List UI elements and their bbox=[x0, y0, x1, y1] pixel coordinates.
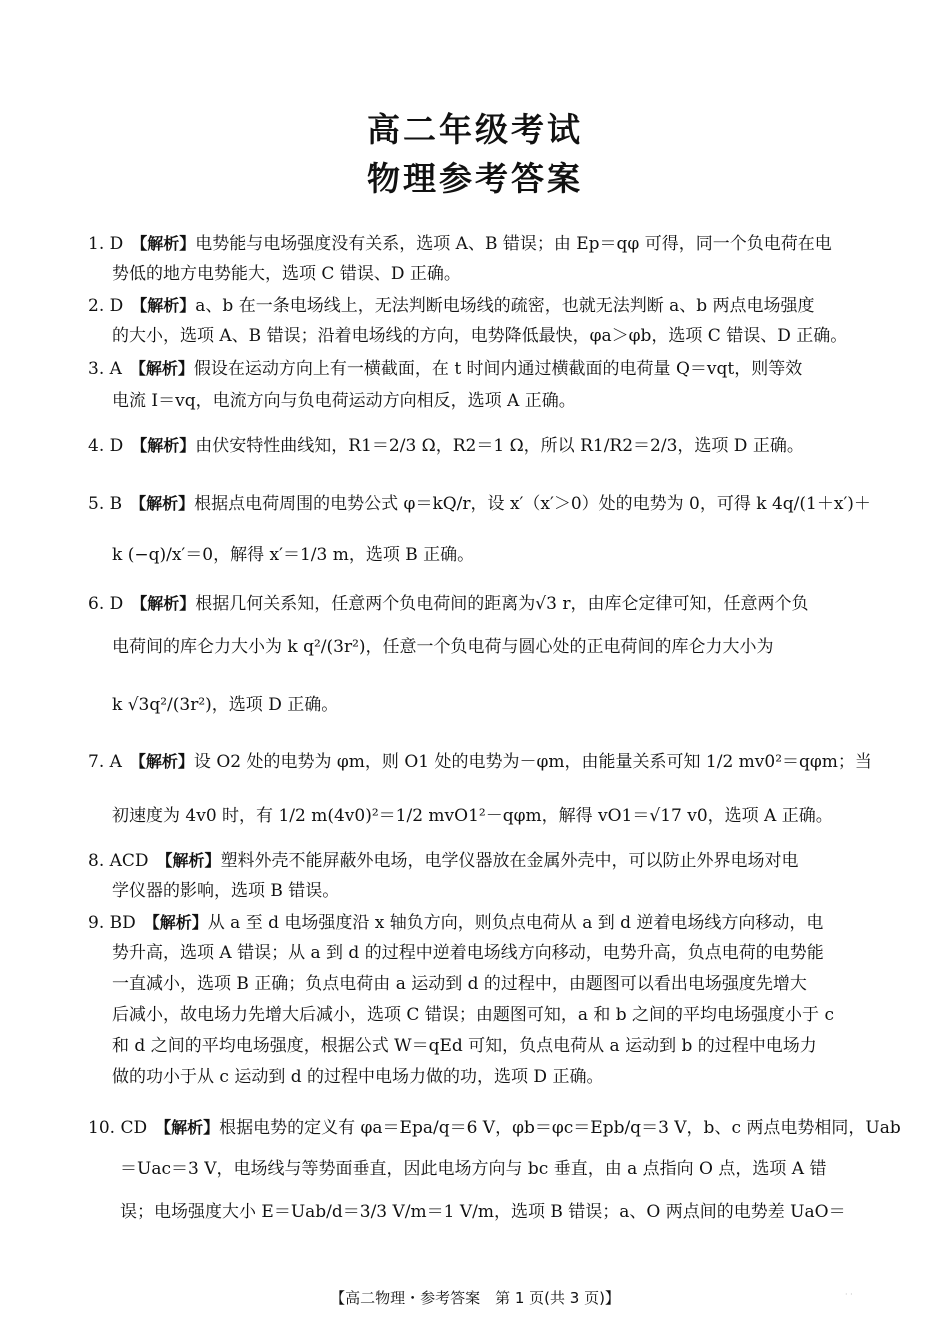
answer-text-line: k (−q)/x′＝0，解得 x′＝1/3 m，选项 B 正确。 bbox=[112, 545, 475, 565]
analysis-tag: 【解析】 bbox=[129, 359, 194, 378]
answer-text-line: 学仪器的影响，选项 B 错误。 bbox=[112, 881, 340, 901]
answer-number: 6. D bbox=[88, 594, 124, 614]
page-footer: 【高二物理・参考答案 第 1 页(共 3 页)】 bbox=[330, 1289, 620, 1307]
answer-text-line: ＝Uac＝3 V，电场线与等势面垂直，因此电场方向与 bc 垂直，由 a 点指向 O 点，选项 A 错 bbox=[120, 1159, 827, 1179]
answer-text-line: 从 a 至 d 电场强度沿 x 轴负方向，则负点电荷从 a 到 d 逆着电场线方向移动，电 bbox=[207, 913, 824, 933]
page-subtitle: 物理参考答案 bbox=[367, 159, 583, 198]
answer-text-line: 根据点电荷周围的电势公式 φ＝kQ/r，设 x′（x′＞0）处的电势为 0，可得 k 4q/(1＋x′)＋ bbox=[194, 494, 871, 514]
answer-text-line: 设 O2 处的电势为 φm，则 O1 处的电势为－φm，由能量关系可知 1/2 mv0²＝qφm；当 bbox=[193, 752, 872, 772]
answer-text-line: 根据几何关系知，任意两个负电荷间的距离为√3 r，由库仑定律可知，任意两个负 bbox=[195, 594, 809, 614]
answer-number: 4. D bbox=[88, 436, 124, 456]
answer-number: 8. ACD bbox=[88, 851, 149, 871]
answer-number: 2. D bbox=[88, 296, 124, 316]
answer-text-line: 由伏安特性曲线知，R1＝2/3 Ω，R2＝1 Ω，所以 R1/R2＝2/3，选项 D 正确。 bbox=[195, 436, 804, 456]
analysis-tag: 【解析】 bbox=[155, 1118, 220, 1137]
answer-text-line: 电势能与电场强度没有关系，选项 A、B 错误；由 Ep＝qφ 可得，同一个负电荷在电 bbox=[195, 234, 832, 254]
answer-text-line: 根据电势的定义有 φa＝Epa/q＝6 V，φb＝φc＝Epb/q＝3 V，b、c 两点电势相同，Uab bbox=[219, 1118, 901, 1138]
answer-text-line: 势升高，选项 A 错误；从 a 到 d 的过程中逆着电场线方向移动，电势升高，负点电荷的电势能 bbox=[112, 943, 824, 963]
page-title: 高二年级考试 bbox=[367, 110, 583, 149]
answer-number: 9. BD bbox=[88, 913, 136, 933]
analysis-tag: 【解析】 bbox=[131, 296, 196, 315]
answer-text-line: 初速度为 4v0 时，有 1/2 m(4v0)²＝1/2 mvO1²－qφm，解得 vO1＝√17 v0，选项 A 正确。 bbox=[112, 806, 833, 826]
answer-text-line: 电流 I＝vq，电流方向与负电荷运动方向相反，选项 A 正确。 bbox=[112, 391, 576, 411]
answer-number: 7. A bbox=[88, 752, 122, 772]
answer-text-line: k √3q²/(3r²)，选项 D 正确。 bbox=[112, 695, 339, 715]
answer-text-line: 假设在运动方向上有一横截面，在 t 时间内通过横截面的电荷量 Q＝vqt，则等效 bbox=[193, 359, 803, 379]
answer-text-line: 做的功小于从 c 运动到 d 的过程中电场力做的功，选项 D 正确。 bbox=[112, 1067, 604, 1087]
answer-text-line: 电荷间的库仑力大小为 k q²/(3r²)，任意一个负电荷与圆心处的正电荷间的库仑力大小为 bbox=[112, 637, 774, 657]
analysis-tag: 【解析】 bbox=[130, 494, 195, 513]
answer-number: 5. B bbox=[88, 494, 123, 514]
answer-number: 10. CD bbox=[88, 1118, 148, 1138]
analysis-tag: 【解析】 bbox=[156, 851, 221, 870]
answer-text-line: 的大小，选项 A、B 错误；沿着电场线的方向，电势降低最快，φa＞φb，选项 C 错误、D 正确。 bbox=[112, 326, 848, 346]
page-corner-mark: · · bbox=[845, 1290, 853, 1299]
analysis-tag: 【解析】 bbox=[143, 913, 208, 932]
analysis-tag: 【解析】 bbox=[131, 436, 196, 455]
answer-text-line: a、b 在一条电场线上，无法判断电场线的疏密，也就无法判断 a、b 两点电场强度 bbox=[195, 296, 815, 316]
answer-number: 3. A bbox=[88, 359, 122, 379]
answer-text-line: 误；电场强度大小 E＝Uab/d＝3/3 V/m＝1 V/m，选项 B 错误；a、O 两点间的电势差 UaO＝ bbox=[120, 1202, 846, 1222]
answer-text-line: 后减小，故电场力先增大后减小，选项 C 错误；由题图可知，a 和 b 之间的平均电场强度小于 c bbox=[112, 1005, 834, 1025]
analysis-tag: 【解析】 bbox=[129, 752, 194, 771]
answer-text-line: 塑料外壳不能屏蔽外电场，电学仪器放在金属外壳中，可以防止外界电场对电 bbox=[220, 851, 799, 871]
answer-text-line: 和 d 之间的平均电场强度，根据公式 W＝qEd 可知，负点电荷从 a 运动到 b 的过程中电场力 bbox=[112, 1036, 817, 1056]
answer-text-line: 一直减小，选项 B 正确；负点电荷由 a 运动到 d 的过程中，由题图可以看出电场强度先增大 bbox=[112, 974, 807, 994]
answer-text-line: 势低的地方电势能大，选项 C 错误、D 正确。 bbox=[112, 264, 461, 284]
analysis-tag: 【解析】 bbox=[131, 594, 196, 613]
analysis-tag: 【解析】 bbox=[131, 234, 196, 253]
answer-number: 1. D bbox=[88, 234, 124, 254]
